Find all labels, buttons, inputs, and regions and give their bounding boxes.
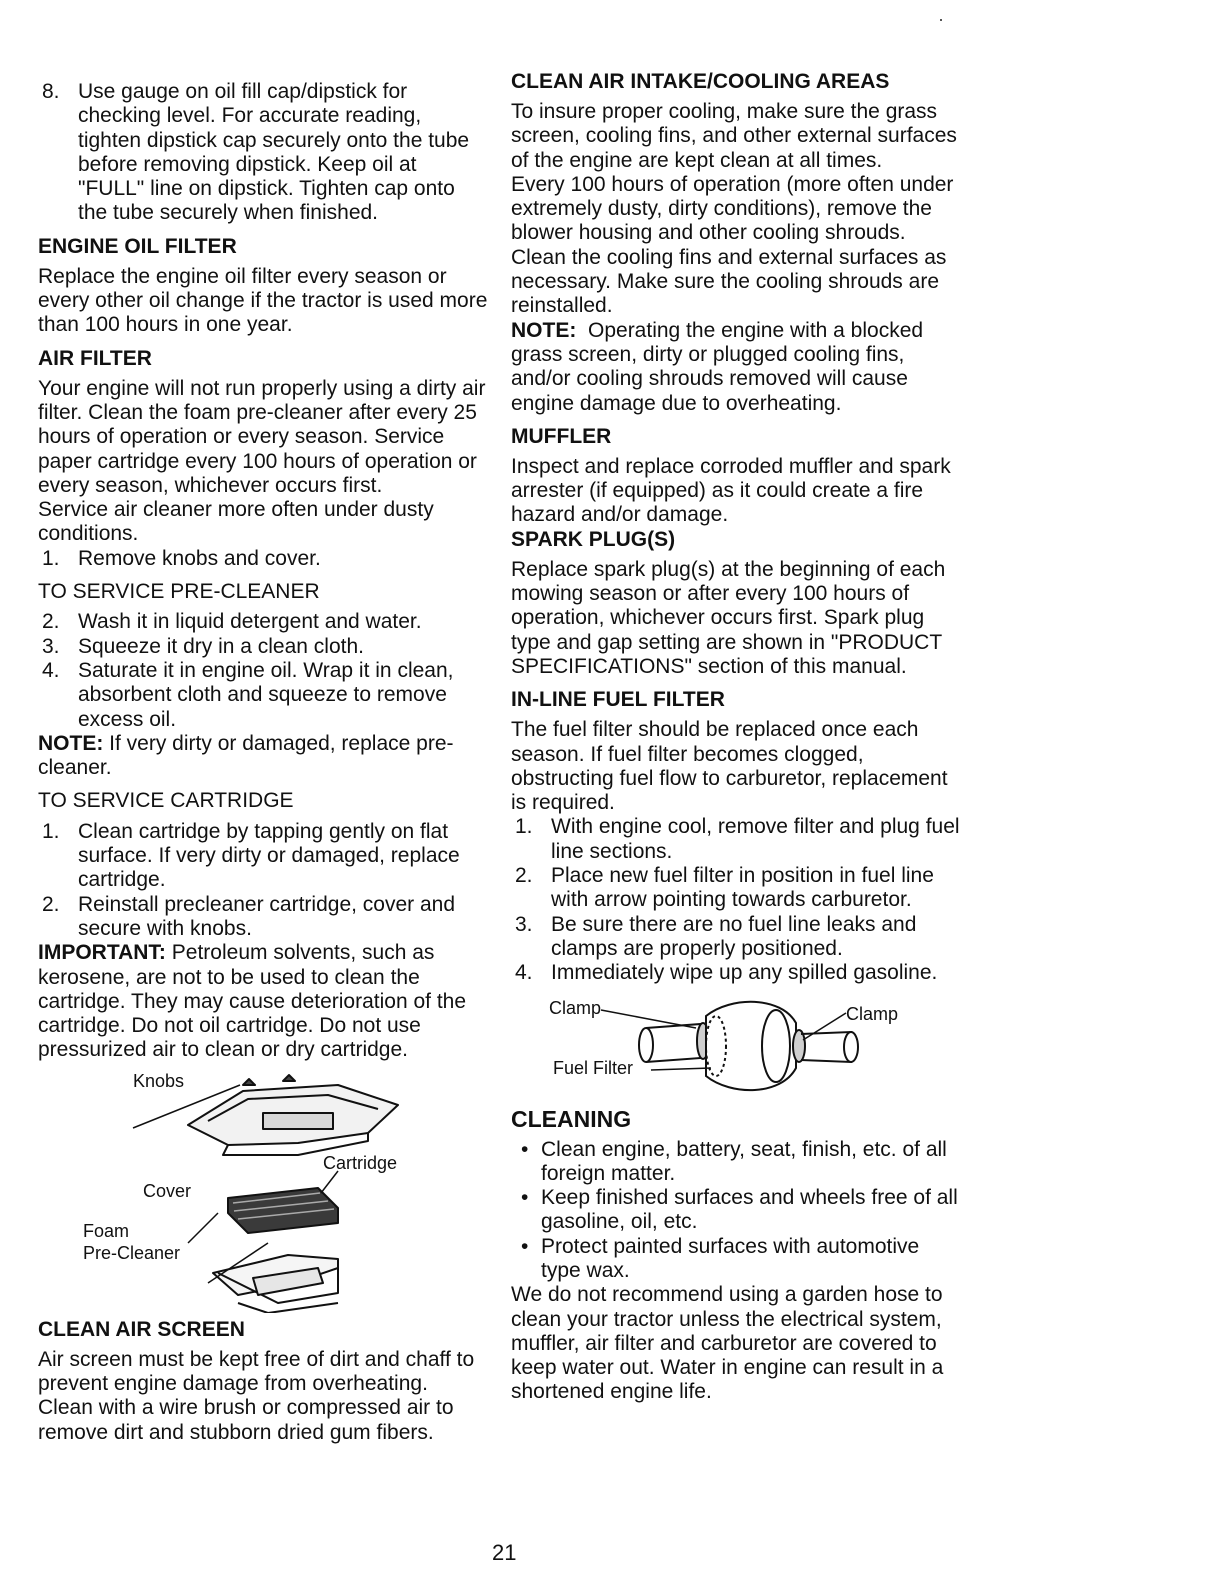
step-number: 1.: [42, 546, 60, 570]
step-text: Clean cartridge by tapping gently on flat surface. If very dirty or damaged, replace cartridge.: [78, 819, 460, 892]
important-text: Petroleum solvents, such as kerosene, are not to be used to clean the cartridge. They may cause deterioration of the cartridge. Do not oil cartridge. Do not use pressurized air to clean or dry cartridge.: [38, 941, 467, 1062]
step-number: 3.: [515, 912, 533, 936]
fuel-filter-steps: [511, 815, 961, 985]
pre-cleaner-steps: [38, 610, 488, 731]
step-text: Reinstall precleaner cartridge, cover and secure with knobs.: [78, 892, 456, 940]
pre-cleaner-label: Pre-Cleaner: [83, 1242, 181, 1263]
knobs-label: Knobs: [133, 1070, 185, 1091]
pre-cleaner-step: [38, 659, 488, 732]
engine-oil-filter-heading: ENGINE OIL FILTER: [38, 234, 237, 258]
step-number: 1.: [515, 815, 533, 839]
cover-label: Cover: [143, 1180, 192, 1201]
cartridge-step: [38, 820, 488, 893]
cartridge-label: Cartridge: [323, 1152, 398, 1173]
intake-text-2: Every 100 hours of operation (more often under extremely dusty, dirty conditions), remove the blower housing and other cooling shrouds. Clean the cooling fins and external surfaces as necessary. Make sure the cooling shrouds are reinstalled.: [511, 172, 954, 318]
bullet-dot: •: [521, 1234, 529, 1258]
step-text: Place new fuel filter in position in fuel line with arrow pointing towards carburetor.: [551, 864, 934, 912]
clamp-left-label: Clamp: [549, 997, 602, 1018]
pre-cleaner-step: [38, 610, 488, 634]
cartridge-steps: [38, 820, 488, 941]
muffler-text: Inspect and replace corroded muffler and spark arrester (if equipped) as it could create a fire hazard and/or damage.: [511, 454, 951, 527]
step-number: 1.: [42, 819, 60, 843]
pre-cleaner-step: [38, 635, 488, 659]
left-column: [38, 70, 488, 1445]
engine-oil-filter-text: Replace the engine oil filter every season or every other oil change if the tractor is used more than 100 hours in one year.: [38, 264, 488, 337]
pre-cleaner-heading: TO SERVICE PRE-CLEANER: [38, 580, 320, 604]
intake-heading: CLEAN AIR INTAKE/COOLING AREAS: [511, 70, 890, 93]
step-number: 3.: [42, 634, 60, 658]
cleaning-heading: CLEANING: [511, 1105, 632, 1132]
clamp-right-label: Clamp: [846, 1003, 899, 1024]
fuel-filter-label: Fuel Filter: [553, 1057, 634, 1078]
fuel-filter-step: [511, 913, 961, 962]
cleaning-bullet: [511, 1138, 961, 1187]
intake-text-1: To insure proper cooling, make sure the grass screen, cooling fins, and other external surfaces of the engine are kept clean at all times.: [511, 100, 957, 172]
cleaning-bullet: [511, 1235, 961, 1284]
step-number: 8.: [42, 80, 60, 103]
step-text: Immediately wipe up any spilled gasoline.: [551, 961, 938, 985]
fuel-filter-heading: IN-LINE FUEL FILTER: [511, 688, 725, 712]
oil-check-step: [38, 80, 488, 226]
step-number: 4.: [515, 961, 533, 985]
clean-air-screen-text: Air screen must be kept free of dirt and chaff to prevent engine damage from overheating. Clean with a wire brush or compressed air to remove dirt and stubborn dried gum fibers.: [38, 1347, 475, 1444]
note-text: Operating the engine with a blocked grass screen, dirty or plugged cooling fins, and/or cooling shrouds removed will cause engine damage due to overheating.: [511, 318, 924, 415]
step-number: 2.: [42, 610, 60, 634]
note-label: NOTE:: [511, 318, 577, 342]
cleaning-bullet: [511, 1186, 961, 1235]
cartridge-heading: TO SERVICE CARTRIDGE: [38, 789, 294, 813]
step-text: Saturate it in engine oil. Wrap it in clean, absorbent cloth and squeeze to remove excess oil.: [78, 658, 454, 731]
muffler-heading: MUFFLER: [511, 424, 612, 448]
bullet-dot: •: [521, 1137, 529, 1161]
fuel-filter-figure: [511, 998, 961, 1098]
step-text: Remove knobs and cover.: [78, 546, 321, 570]
note-label: NOTE:: [38, 731, 104, 755]
air-filter-heading: AIR FILTER: [38, 346, 152, 370]
clean-air-screen-heading: CLEAN AIR SCREEN: [38, 1317, 245, 1341]
air-filter-text-2: Service air cleaner more often under dusty conditions.: [38, 498, 434, 546]
step-text: Use gauge on oil fill cap/dipstick for checking level. For accurate reading, tighten dipstick cap securely onto the tube before removing dipstick. Keep oil at "FULL" line on dipstick. Tighten cap onto the tube securely when finished.: [78, 80, 470, 225]
important-label: IMPORTANT:: [38, 941, 166, 965]
spark-plug-heading: SPARK PLUG(S): [511, 527, 676, 551]
spark-plug-text: Replace spark plug(s) at the beginning of each mowing season or after every 100 hours of operation, whichever occurs first. Spark plug type and gap setting are shown in "PRODUCT SPECIFICATIONS" section of this manual.: [511, 557, 946, 678]
step-text: Be sure there are no fuel line leaks and clamps are properly positioned.: [551, 912, 917, 960]
fuel-filter-step: [511, 961, 961, 985]
page-number: 21: [492, 1540, 517, 1565]
fuel-filter-step: [511, 815, 961, 864]
bullet-text: Keep finished surfaces and wheels free of all gasoline, oil, etc.: [541, 1186, 958, 1234]
cartridge-step: [38, 893, 488, 942]
step-text: Wash it in liquid detergent and water.: [78, 610, 422, 634]
step-number: 2.: [42, 892, 60, 916]
air-filter-exploded-illustration: [38, 1063, 488, 1313]
scan-speck: [940, 19, 942, 21]
cleaning-text: We do not recommend using a garden hose to clean your tractor unless the electrical system, muffler, air filter and carburetor are covered to keep water out. Water in engine can result in a shortened engine life.: [511, 1283, 944, 1404]
right-column: [511, 70, 961, 1405]
note-text: If very dirty or damaged, replace pre-cleaner.: [38, 731, 454, 780]
step-number: 4.: [42, 658, 60, 682]
air-filter-step-1: [38, 547, 488, 571]
fuel-filter-text: The fuel filter should be replaced once each season. If fuel filter becomes clogged, obstructing fuel flow to carburetor, replacement is required.: [511, 718, 948, 815]
foam-label: Foam: [83, 1220, 130, 1241]
air-filter-text: Your engine will not run properly using a dirty air filter. Clean the foam pre-cleaner after every 25 hours of operation or every season. Service paper cartridge every 100 hours of operation or every season, whichever occurs first.: [38, 376, 486, 497]
cleaning-bullets: [511, 1138, 961, 1284]
intake-note: [511, 319, 961, 416]
step-text: With engine cool, remove filter and plug fuel line sections.: [551, 815, 960, 863]
important-note: [38, 941, 488, 1062]
fuel-filter-step: [511, 864, 961, 913]
step-text: Squeeze it dry in a clean cloth.: [78, 634, 365, 658]
bullet-text: Clean engine, battery, seat, finish, etc. of all foreign matter.: [541, 1137, 947, 1185]
bullet-dot: •: [521, 1186, 529, 1210]
step-number: 2.: [515, 864, 533, 888]
air-filter-figure: [38, 1063, 488, 1313]
pre-cleaner-note: [38, 732, 488, 781]
bullet-text: Protect painted surfaces with automotive type wax.: [541, 1234, 920, 1282]
